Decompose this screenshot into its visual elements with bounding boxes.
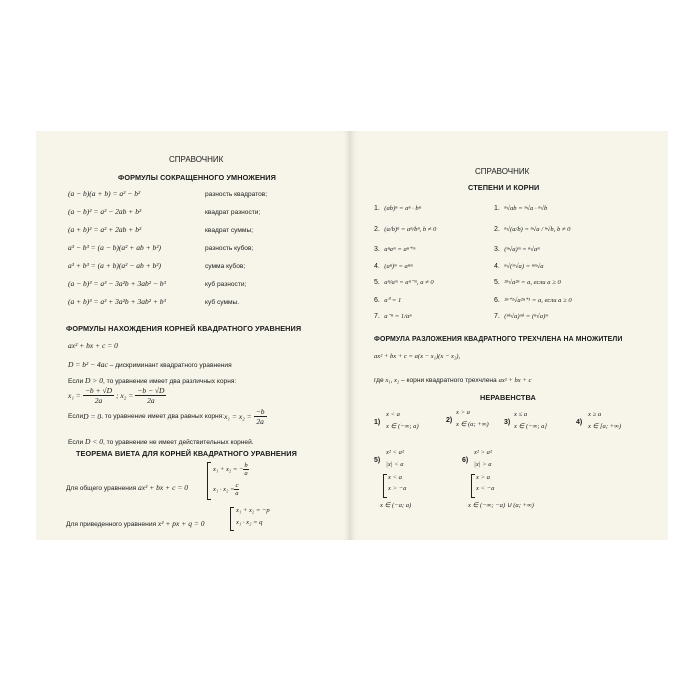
power-rule	[374, 218, 436, 236]
fraction-denominator: a	[235, 490, 239, 497]
vieta-reduced-equation: x² + px + q = 0	[157, 519, 205, 528]
inequality-solution: x ∈ (−∞; a]	[514, 423, 548, 430]
vieta-general-equation: ax² + bx + c = 0	[138, 483, 188, 492]
rule-formula: aⁿ/aᵐ = aⁿ⁻ᵐ, a ≠ 0	[384, 279, 434, 286]
power-rule	[374, 197, 421, 215]
inequality-number: 3)	[504, 419, 511, 426]
case-condition: D = 0	[83, 412, 102, 421]
rule-number: 6.	[494, 297, 500, 304]
section-title-abbreviated-multiplication: ФОРМУЛЫ СОКРАЩЕННОГО УМНОЖЕНИЯ	[118, 173, 276, 182]
section-title-quadratic-roots: ФОРМУЛЫ НАХОЖДЕНИЯ КОРНЕЙ КВАДРАТНОГО УРАВНЕНИЯ	[66, 324, 302, 333]
inequality-condition: x < a	[386, 411, 400, 418]
equal-roots-numerator: −b	[255, 407, 265, 416]
root-rule	[494, 218, 570, 236]
left-page-header: СПРАВОЧНИК	[169, 155, 224, 164]
rule-number: 7.	[494, 313, 500, 320]
rule-formula: ⁿ√(a/b) = ⁿ√a / ⁿ√b, b ≠ 0	[504, 226, 571, 233]
left-page	[36, 131, 350, 540]
inequality-subcondition: x < −a	[476, 485, 495, 492]
formula: (a − b)(a + b) = a² − b²	[68, 189, 141, 198]
x2-denominator: 2a	[147, 396, 155, 405]
fraction-numerator: c	[235, 482, 239, 489]
formula-description: квадрат суммы;	[205, 227, 254, 234]
x2-numerator: −b − √D	[137, 386, 165, 395]
rule-formula: ²ⁿ⁺¹√a²ⁿ⁺¹ = a, если a ≥ 0	[504, 297, 572, 304]
vieta-general-sum	[213, 462, 249, 477]
inequality-solution: x ∈ (−a; a)	[380, 502, 412, 509]
formula-description: куб суммы.	[205, 299, 240, 306]
equal-roots-label: x₁ = x₂ =	[224, 412, 252, 421]
formula: a³ − b³ = (a − b)(a² + ab + b²)	[68, 243, 162, 252]
rule-number: 3.	[494, 246, 500, 253]
root-rule	[494, 197, 547, 215]
rule-formula: aⁿaᵐ = aⁿ⁺ᵐ	[384, 246, 416, 253]
x1-numerator: −b + √D	[84, 386, 113, 395]
case-text: , то уравнение не имеет действительных корней.	[102, 439, 254, 446]
power-rule	[374, 271, 434, 289]
note-variables: x₁, x₂	[385, 377, 400, 384]
section-title-powers-and-roots: СТЕПЕНИ И КОРНИ	[468, 183, 540, 192]
rule-formula: ⁿ√(ᵐ√a) = ⁿᵐ√a	[504, 263, 544, 270]
power-rule	[374, 305, 411, 323]
inequality-solution: x ∈ [a; +∞)	[588, 423, 622, 430]
formula: a³ + b³ = (a + b)(a² − ab + b²)	[68, 261, 162, 270]
quadratic-equation: ax² + bx + c = 0	[68, 341, 118, 350]
equal-roots-fraction	[254, 407, 267, 426]
formula: (a + b)³ = a³ + 3a²b + 3ab² + b³	[68, 297, 166, 306]
root-rule	[494, 238, 540, 256]
equal-roots-denominator: 2a	[256, 417, 264, 426]
formula: (a + b)² = a² + 2ab + b²	[68, 225, 142, 234]
x1-label: x₁ =	[68, 391, 81, 400]
inequality-subcondition: x > −a	[388, 485, 407, 492]
note-prefix: где	[374, 377, 386, 384]
system-bracket	[471, 474, 475, 498]
case-text: , то уравнение имеет два равных корня:	[101, 413, 225, 420]
inequality-abs-condition: |x| < a	[386, 461, 404, 468]
root-rule	[494, 271, 561, 289]
factorization-note	[374, 369, 531, 387]
discriminant-formula: D = b² − 4ac	[68, 360, 108, 369]
rule-formula: (aⁿ)ᵐ = aⁿᵐ	[384, 263, 413, 270]
vieta-reduced-label: Для приведенного уравнения	[66, 521, 158, 528]
inequality-number: 2)	[446, 417, 453, 424]
inequality-condition: x² < a²	[386, 449, 404, 456]
rule-number: 3.	[374, 246, 380, 253]
rule-formula: ²ⁿ√a²ⁿ = a, если a ≥ 0	[504, 279, 561, 286]
factorization-formula: ax² + bx + c = a(x − x₁)(x − x₂),	[374, 353, 461, 360]
vieta-general-product	[213, 482, 239, 497]
formula-description: сумма кубов;	[205, 263, 246, 270]
inequality-abs-condition: |x| > a	[474, 461, 492, 468]
inequality-subcondition: x > a	[476, 474, 490, 481]
rule-number: 6.	[374, 297, 380, 304]
rule-number: 5.	[374, 279, 380, 286]
rule-number: 4.	[374, 263, 380, 270]
x1-denominator: 2a	[94, 396, 103, 405]
inequality-solution: x ∈ (a; +∞)	[456, 421, 489, 428]
case-no-roots	[68, 431, 254, 449]
vieta-sum-fraction	[243, 462, 248, 477]
rule-formula: a⁰ = 1	[384, 297, 402, 304]
fraction-numerator: b	[244, 462, 248, 469]
section-title-inequalities: НЕРАВЕНСТВА	[480, 393, 536, 402]
rule-formula: a⁻ⁿ = 1/aⁿ	[384, 313, 412, 320]
inequality-condition: x ≥ a	[588, 411, 602, 418]
inequality-number: 5)	[374, 457, 381, 464]
rule-number: 1.	[374, 205, 380, 212]
x2-fraction	[135, 386, 166, 405]
right-page-header: СПРАВОЧНИК	[475, 167, 530, 176]
rule-formula: (a/b)ⁿ = aⁿ/bⁿ, b ≠ 0	[384, 226, 437, 233]
rule-number: 2.	[374, 226, 380, 233]
rule-formula: (ⁿᵏ√a)ᵐᵏ = (ⁿ√a)ᵐ	[504, 313, 549, 320]
roots-formula	[68, 386, 168, 405]
inequality-number: 1)	[374, 419, 381, 426]
x1-fraction	[83, 386, 114, 405]
rule-number: 7.	[374, 313, 380, 320]
vieta-product-fraction	[234, 482, 239, 497]
formula-description: квадрат разности;	[205, 209, 261, 216]
note-text: – корни квадратного трехчлена	[399, 377, 499, 384]
section-title-factorization: ФОРМУЛА РАЗЛОЖЕНИЯ КВАДРАТНОГО ТРЕХЧЛЕНА НА МНОЖИТЕЛИ	[374, 336, 623, 343]
formula-description: разность кубов;	[205, 245, 254, 252]
inequality-number: 4)	[576, 419, 583, 426]
inequality-subcondition: x < a	[388, 474, 402, 481]
formula-description: разность квадратов;	[205, 191, 268, 198]
case-prefix: Если	[68, 413, 84, 420]
inequality-solution: x ∈ (−∞; a)	[386, 423, 419, 430]
formula-description: куб разности;	[205, 281, 247, 288]
case-condition: D < 0	[84, 437, 103, 446]
rule-formula: (ⁿ√a)ᵐ = ⁿ√aᵐ	[504, 246, 540, 253]
inequality-condition: x² > a²	[474, 449, 492, 456]
vieta-general-label: Для общего уравнения	[66, 485, 139, 492]
rule-number: 5.	[494, 279, 500, 286]
inequality-condition: x ≤ a	[514, 411, 528, 418]
case-text: , то уравнение имеет два различных корня:	[102, 378, 237, 385]
formula: (a − b)³ = a³ − 3a²b + 3ab² − b³	[68, 279, 166, 288]
power-rule	[374, 238, 415, 256]
case-prefix: Если	[68, 439, 85, 446]
vieta-reduced-sum: x₁ + x₂ = −p	[236, 507, 270, 514]
rule-formula: (ab)ⁿ = aⁿ · bⁿ	[384, 205, 421, 212]
case-prefix: Если	[68, 378, 85, 385]
inequality-number: 6)	[462, 457, 469, 464]
vieta-reduced-product: x₁ · x₂ = q	[236, 519, 263, 526]
fraction-denominator: a	[244, 470, 248, 477]
system-bracket	[383, 474, 387, 498]
vieta-reduced	[66, 513, 205, 531]
system-brace	[230, 507, 234, 531]
vieta-general	[66, 477, 188, 495]
rule-number: 2.	[494, 226, 500, 233]
formula: (a − b)² = a² − 2ab + b²	[68, 207, 142, 216]
inequality-condition: x > a	[456, 409, 470, 416]
rule-number: 4.	[494, 263, 500, 270]
section-title-vieta: ТЕОРЕМА ВИЕТА ДЛЯ КОРНЕЙ КВАДРАТНОГО УРАВНЕНИЯ	[76, 449, 297, 458]
vieta-product-text: x₁ · x₂ =	[213, 486, 235, 493]
rule-number: 1.	[494, 205, 500, 212]
case-equal-roots	[68, 407, 267, 426]
discriminant-label: – дискриминант квадратного уравнения	[107, 362, 232, 369]
rule-formula: ⁿ√ab = ⁿ√a · ⁿ√b	[504, 205, 548, 212]
root-rule	[494, 305, 548, 323]
vieta-sum-text: x₁ + x₂ = −	[213, 466, 244, 473]
system-brace	[207, 462, 211, 500]
case-condition: D > 0	[84, 376, 103, 385]
right-page	[350, 131, 668, 540]
x2-label: ; x₂ =	[116, 391, 134, 400]
inequality-solution: x ∈ (−∞; −a) ∪ (a; +∞)	[468, 502, 534, 509]
note-expression: ax² + bx + c	[498, 377, 532, 384]
